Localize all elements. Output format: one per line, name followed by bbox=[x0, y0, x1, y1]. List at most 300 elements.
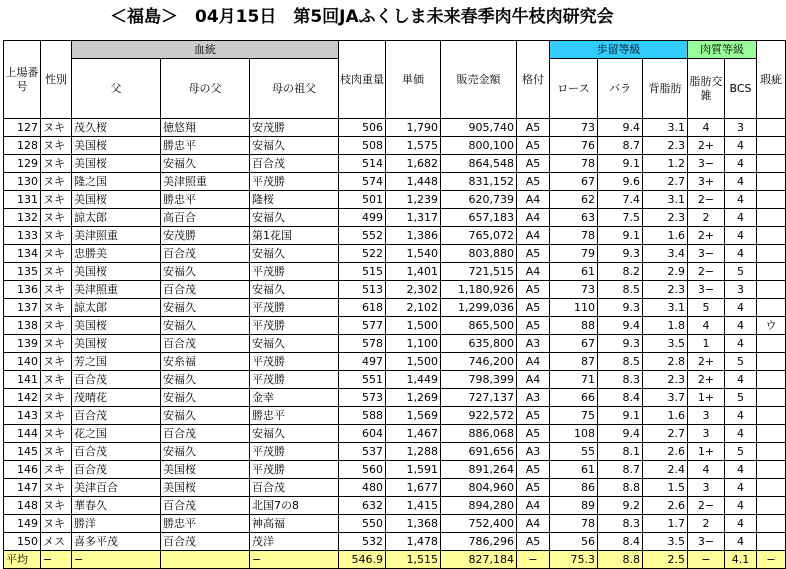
table-cell: 平茂勝 bbox=[250, 263, 339, 281]
table-cell: 勝忠平 bbox=[161, 137, 250, 155]
table-cell: 茂久桜 bbox=[72, 119, 161, 137]
table-cell: ヌキ bbox=[41, 497, 72, 515]
table-cell: 786,296 bbox=[441, 533, 517, 551]
table-cell: 2+ bbox=[688, 137, 725, 155]
table-cell: 922,572 bbox=[441, 407, 517, 425]
table-cell: 129 bbox=[4, 155, 41, 173]
table-cell: 美国桜 bbox=[72, 335, 161, 353]
table-cell: 安福久 bbox=[161, 263, 250, 281]
rib-header: バラ bbox=[598, 59, 643, 119]
table-cell: 4 bbox=[688, 461, 725, 479]
table-cell: 高百合 bbox=[161, 209, 250, 227]
table-cell: 安福久 bbox=[250, 425, 339, 443]
table-row bbox=[4, 353, 786, 371]
table-cell: 752,400 bbox=[441, 515, 517, 533]
table-row bbox=[4, 227, 786, 245]
table-row bbox=[4, 533, 786, 551]
table-cell: 1,239 bbox=[386, 191, 441, 209]
table-cell: 798,399 bbox=[441, 371, 517, 389]
table-cell: 2.3 bbox=[643, 137, 688, 155]
table-cell: 480 bbox=[339, 479, 386, 497]
table-cell: 茂洋 bbox=[250, 533, 339, 551]
lot-number-header: 上場番号 bbox=[4, 41, 41, 119]
carcass-results-table bbox=[3, 40, 786, 569]
table-cell: 徳悠翔 bbox=[161, 119, 250, 137]
table-cell: A5 bbox=[517, 173, 550, 191]
table-cell: 勝忠平 bbox=[250, 407, 339, 425]
average-cell: 1,515 bbox=[386, 551, 441, 569]
table-cell: 765,072 bbox=[441, 227, 517, 245]
table-row bbox=[4, 137, 786, 155]
table-cell: 515 bbox=[339, 263, 386, 281]
table-row bbox=[4, 443, 786, 461]
table-cell: 532 bbox=[339, 533, 386, 551]
table-cell: 2+ bbox=[688, 227, 725, 245]
table-cell: 3.1 bbox=[643, 299, 688, 317]
table-cell: 3 bbox=[725, 119, 757, 137]
table-cell: 4 bbox=[725, 515, 757, 533]
table-cell: 4 bbox=[725, 497, 757, 515]
table-row bbox=[4, 389, 786, 407]
table-cell: 2,102 bbox=[386, 299, 441, 317]
table-cell: 506 bbox=[339, 119, 386, 137]
table-cell: 499 bbox=[339, 209, 386, 227]
table-cell: 8.4 bbox=[598, 533, 643, 551]
table-cell: A4 bbox=[517, 209, 550, 227]
table-cell: 金幸 bbox=[250, 389, 339, 407]
table-row bbox=[4, 299, 786, 317]
table-cell: 2.6 bbox=[643, 443, 688, 461]
table-cell: 1,299,036 bbox=[441, 299, 517, 317]
table-cell bbox=[757, 137, 786, 155]
loin-header: ロース bbox=[550, 59, 598, 119]
table-cell: 1,317 bbox=[386, 209, 441, 227]
table-cell: 4 bbox=[688, 119, 725, 137]
table-cell: 800,100 bbox=[441, 137, 517, 155]
table-row bbox=[4, 281, 786, 299]
table-cell bbox=[757, 443, 786, 461]
bcs-header: BCS bbox=[725, 59, 757, 119]
table-cell: 安福久 bbox=[250, 245, 339, 263]
table-cell: 551 bbox=[339, 371, 386, 389]
table-cell: 76 bbox=[550, 137, 598, 155]
table-cell: 73 bbox=[550, 119, 598, 137]
table-cell bbox=[757, 389, 786, 407]
table-cell: A5 bbox=[517, 461, 550, 479]
table-cell: 美国桜 bbox=[72, 155, 161, 173]
table-cell: 7.5 bbox=[598, 209, 643, 227]
table-cell: 9.3 bbox=[598, 299, 643, 317]
table-cell: 百合茂 bbox=[72, 443, 161, 461]
table-row bbox=[4, 479, 786, 497]
unit-price-header: 単価 bbox=[386, 41, 441, 119]
table-cell: ヌキ bbox=[41, 479, 72, 497]
table-cell: ウ bbox=[757, 317, 786, 335]
table-cell: 平茂勝 bbox=[250, 317, 339, 335]
table-cell: 143 bbox=[4, 407, 41, 425]
table-cell: 67 bbox=[550, 173, 598, 191]
table-cell: 4 bbox=[725, 137, 757, 155]
table-cell: 4 bbox=[725, 425, 757, 443]
table-cell: 618 bbox=[339, 299, 386, 317]
table-cell: 9.6 bbox=[598, 173, 643, 191]
table-cell: 百合茂 bbox=[161, 335, 250, 353]
carcass-weight-header: 枝肉重量 bbox=[339, 41, 386, 119]
table-cell bbox=[757, 245, 786, 263]
table-cell: 891,264 bbox=[441, 461, 517, 479]
average-cell: − bbox=[688, 551, 725, 569]
table-cell: A5 bbox=[517, 425, 550, 443]
table-row bbox=[4, 119, 786, 137]
table-cell: 1+ bbox=[688, 443, 725, 461]
table-cell: 133 bbox=[4, 227, 41, 245]
table-cell: 522 bbox=[339, 245, 386, 263]
table-cell: 諒太郎 bbox=[72, 299, 161, 317]
table-cell: A4 bbox=[517, 191, 550, 209]
average-cell: 827,184 bbox=[441, 551, 517, 569]
table-cell: 百合茂 bbox=[161, 281, 250, 299]
table-cell: 1,500 bbox=[386, 317, 441, 335]
table-cell: 5 bbox=[725, 389, 757, 407]
table-cell: 美津照重 bbox=[72, 281, 161, 299]
table-cell: 美国桜 bbox=[161, 479, 250, 497]
average-cell: − bbox=[250, 551, 339, 569]
table-cell: 803,880 bbox=[441, 245, 517, 263]
maternal-grandfather-header: 母の父 bbox=[161, 59, 250, 119]
table-cell: 657,183 bbox=[441, 209, 517, 227]
table-cell: ヌキ bbox=[41, 425, 72, 443]
table-cell: 132 bbox=[4, 209, 41, 227]
table-row bbox=[4, 263, 786, 281]
table-cell: 1,401 bbox=[386, 263, 441, 281]
table-cell: 3.5 bbox=[643, 533, 688, 551]
table-cell: 4 bbox=[725, 317, 757, 335]
table-cell: 百合茂 bbox=[250, 155, 339, 173]
table-cell: 3 bbox=[688, 425, 725, 443]
table-cell: 1,449 bbox=[386, 371, 441, 389]
table-cell: 安福久 bbox=[161, 443, 250, 461]
table-cell: 1.7 bbox=[643, 515, 688, 533]
table-cell: 美国桜 bbox=[72, 317, 161, 335]
table-cell: 147 bbox=[4, 479, 41, 497]
table-cell: 831,152 bbox=[441, 173, 517, 191]
table-cell: 2+ bbox=[688, 353, 725, 371]
table-cell: メス bbox=[41, 533, 72, 551]
table-cell bbox=[757, 497, 786, 515]
table-cell: A5 bbox=[517, 533, 550, 551]
table-cell: 578 bbox=[339, 335, 386, 353]
table-cell: 1+ bbox=[688, 389, 725, 407]
table-cell: 4 bbox=[725, 461, 757, 479]
table-cell: 平茂勝 bbox=[250, 299, 339, 317]
table-cell: 忠勝美 bbox=[72, 245, 161, 263]
table-cell: 安福久 bbox=[161, 371, 250, 389]
average-cell: 8.8 bbox=[598, 551, 643, 569]
table-cell: 56 bbox=[550, 533, 598, 551]
table-cell: 8.2 bbox=[598, 263, 643, 281]
table-cell: 1,386 bbox=[386, 227, 441, 245]
table-cell: 9.4 bbox=[598, 119, 643, 137]
table-cell: 8.3 bbox=[598, 371, 643, 389]
table-cell: 安福久 bbox=[161, 299, 250, 317]
table-cell: 1,269 bbox=[386, 389, 441, 407]
table-cell: ヌキ bbox=[41, 335, 72, 353]
table-cell bbox=[757, 407, 786, 425]
table-cell: 552 bbox=[339, 227, 386, 245]
table-cell: 1,368 bbox=[386, 515, 441, 533]
table-cell: 632 bbox=[339, 497, 386, 515]
table-cell: 8.3 bbox=[598, 515, 643, 533]
table-cell: 8.4 bbox=[598, 389, 643, 407]
table-row bbox=[4, 425, 786, 443]
table-cell: 茂晴花 bbox=[72, 389, 161, 407]
average-row bbox=[4, 551, 786, 569]
table-cell: 635,800 bbox=[441, 335, 517, 353]
table-row bbox=[4, 515, 786, 533]
table-cell: ヌキ bbox=[41, 119, 72, 137]
table-cell: 9.1 bbox=[598, 155, 643, 173]
table-cell: 4 bbox=[725, 227, 757, 245]
table-cell: 128 bbox=[4, 137, 41, 155]
table-cell: 百合茂 bbox=[161, 497, 250, 515]
table-cell: 620,739 bbox=[441, 191, 517, 209]
table-cell: 2− bbox=[688, 191, 725, 209]
table-row bbox=[4, 497, 786, 515]
table-cell: 4 bbox=[725, 245, 757, 263]
table-row bbox=[4, 335, 786, 353]
table-cell: 4 bbox=[725, 335, 757, 353]
table-cell: 148 bbox=[4, 497, 41, 515]
table-cell: 3+ bbox=[688, 173, 725, 191]
table-cell: 1.6 bbox=[643, 227, 688, 245]
table-cell: 86 bbox=[550, 479, 598, 497]
table-cell: 3− bbox=[688, 281, 725, 299]
table-cell: 諒太郎 bbox=[72, 209, 161, 227]
table-cell: 美津百合 bbox=[72, 479, 161, 497]
table-cell: 芳之国 bbox=[72, 353, 161, 371]
table-cell: 2.4 bbox=[643, 461, 688, 479]
table-cell: 894,280 bbox=[441, 497, 517, 515]
table-cell: 501 bbox=[339, 191, 386, 209]
sex-header: 性別 bbox=[41, 41, 72, 119]
table-cell: A4 bbox=[517, 497, 550, 515]
table-cell: 150 bbox=[4, 533, 41, 551]
table-cell: 137 bbox=[4, 299, 41, 317]
grade-header: 格付 bbox=[517, 41, 550, 119]
table-cell: 1,448 bbox=[386, 173, 441, 191]
lineage-header: 血統 bbox=[72, 41, 339, 59]
table-cell: 4 bbox=[725, 407, 757, 425]
table-cell: A4 bbox=[517, 353, 550, 371]
sale-amount-header: 販売金額 bbox=[441, 41, 517, 119]
table-cell: 安福久 bbox=[250, 137, 339, 155]
table-cell: 140 bbox=[4, 353, 41, 371]
table-cell: 5 bbox=[725, 443, 757, 461]
table-cell bbox=[757, 191, 786, 209]
table-cell: 百合茂 bbox=[72, 371, 161, 389]
table-cell: 146 bbox=[4, 461, 41, 479]
table-cell: A5 bbox=[517, 155, 550, 173]
table-cell: 百合茂 bbox=[72, 461, 161, 479]
table-cell: 安福久 bbox=[161, 407, 250, 425]
table-cell: 2.7 bbox=[643, 425, 688, 443]
table-cell: ヌキ bbox=[41, 191, 72, 209]
table-cell: 2.6 bbox=[643, 497, 688, 515]
table-cell: 百合茂 bbox=[161, 533, 250, 551]
table-cell: 百合茂 bbox=[161, 245, 250, 263]
table-cell: 7.4 bbox=[598, 191, 643, 209]
table-cell: 8.5 bbox=[598, 281, 643, 299]
table-cell: 美津照重 bbox=[161, 173, 250, 191]
page-title: ＜福島＞ 04月15日 第5回JAふくしま未来春季肉牛枝肉研究会 bbox=[110, 7, 614, 27]
table-cell: 9.1 bbox=[598, 227, 643, 245]
table-cell: 134 bbox=[4, 245, 41, 263]
table-cell: ヌキ bbox=[41, 299, 72, 317]
table-cell: A4 bbox=[517, 263, 550, 281]
table-cell: 3− bbox=[688, 533, 725, 551]
table-cell: 2.3 bbox=[643, 281, 688, 299]
table-cell: 平茂勝 bbox=[250, 353, 339, 371]
table-cell: 79 bbox=[550, 245, 598, 263]
table-cell: 1,677 bbox=[386, 479, 441, 497]
table-cell: 安福久 bbox=[161, 317, 250, 335]
table-cell: 8.1 bbox=[598, 443, 643, 461]
table-cell: 1,467 bbox=[386, 425, 441, 443]
table-cell: 1.6 bbox=[643, 407, 688, 425]
table-cell: 4 bbox=[725, 173, 757, 191]
father-header: 父 bbox=[72, 59, 161, 119]
table-cell: ヌキ bbox=[41, 443, 72, 461]
table-cell: 百合茂 bbox=[72, 407, 161, 425]
table-cell: 78 bbox=[550, 155, 598, 173]
table-cell: ヌキ bbox=[41, 245, 72, 263]
table-cell: 127 bbox=[4, 119, 41, 137]
table-cell: 144 bbox=[4, 425, 41, 443]
table-cell: A3 bbox=[517, 335, 550, 353]
table-cell: 727,137 bbox=[441, 389, 517, 407]
table-cell: A4 bbox=[517, 515, 550, 533]
average-cell: 平均 bbox=[4, 551, 41, 569]
table-cell: 3 bbox=[688, 479, 725, 497]
table-cell: 3− bbox=[688, 245, 725, 263]
maternal-great-grandfather-header: 母の祖父 bbox=[250, 59, 339, 119]
table-cell: 3.1 bbox=[643, 119, 688, 137]
table-cell: A5 bbox=[517, 245, 550, 263]
table-cell: 78 bbox=[550, 227, 598, 245]
table-row bbox=[4, 191, 786, 209]
table-cell: 1.8 bbox=[643, 317, 688, 335]
table-cell: 安福久 bbox=[250, 335, 339, 353]
table-row bbox=[4, 209, 786, 227]
table-cell: 平茂勝 bbox=[250, 173, 339, 191]
table-cell: 71 bbox=[550, 371, 598, 389]
table-cell: 573 bbox=[339, 389, 386, 407]
table-cell: 89 bbox=[550, 497, 598, 515]
table-cell: 勝忠平 bbox=[161, 191, 250, 209]
table-cell: 62 bbox=[550, 191, 598, 209]
table-cell: 8.7 bbox=[598, 461, 643, 479]
table-cell: 61 bbox=[550, 461, 598, 479]
table-row bbox=[4, 371, 786, 389]
table-cell: A5 bbox=[517, 299, 550, 317]
quality-grade-header: 肉質等級 bbox=[688, 41, 757, 59]
table-cell: 142 bbox=[4, 389, 41, 407]
table-cell: ヌキ bbox=[41, 317, 72, 335]
table-cell: 691,656 bbox=[441, 443, 517, 461]
table-cell: ヌキ bbox=[41, 389, 72, 407]
table-cell: ヌキ bbox=[41, 407, 72, 425]
table-cell: ヌキ bbox=[41, 515, 72, 533]
table-cell: A3 bbox=[517, 389, 550, 407]
table-cell: 9.3 bbox=[598, 245, 643, 263]
table-cell: 577 bbox=[339, 317, 386, 335]
table-cell: 3.1 bbox=[643, 191, 688, 209]
defect-header: 瑕疵 bbox=[757, 41, 786, 119]
table-row bbox=[4, 155, 786, 173]
table-cell: 3− bbox=[688, 155, 725, 173]
table-cell: 574 bbox=[339, 173, 386, 191]
table-cell: 4 bbox=[688, 317, 725, 335]
table-cell bbox=[757, 155, 786, 173]
table-cell: 2+ bbox=[688, 371, 725, 389]
table-cell bbox=[757, 353, 786, 371]
table-cell: 北国7の8 bbox=[250, 497, 339, 515]
table-cell: 560 bbox=[339, 461, 386, 479]
average-cell: − bbox=[517, 551, 550, 569]
table-cell: 花之国 bbox=[72, 425, 161, 443]
table-cell: 905,740 bbox=[441, 119, 517, 137]
table-row bbox=[4, 317, 786, 335]
table-cell: 141 bbox=[4, 371, 41, 389]
table-cell: 喜多平茂 bbox=[72, 533, 161, 551]
table-cell: 安福久 bbox=[161, 155, 250, 173]
table-cell: A5 bbox=[517, 407, 550, 425]
table-cell: 67 bbox=[550, 335, 598, 353]
table-cell: 1,569 bbox=[386, 407, 441, 425]
table-cell: 1,100 bbox=[386, 335, 441, 353]
table-cell: 安茂勝 bbox=[250, 119, 339, 137]
table-cell: 1,540 bbox=[386, 245, 441, 263]
table-cell bbox=[757, 425, 786, 443]
table-cell: 5 bbox=[688, 299, 725, 317]
table-cell: 865,500 bbox=[441, 317, 517, 335]
table-cell: 886,068 bbox=[441, 425, 517, 443]
table-cell: 2 bbox=[688, 515, 725, 533]
table-cell: ヌキ bbox=[41, 155, 72, 173]
table-cell: 87 bbox=[550, 353, 598, 371]
table-cell: 2− bbox=[688, 263, 725, 281]
table-cell: 4 bbox=[725, 155, 757, 173]
table-cell: A5 bbox=[517, 479, 550, 497]
table-cell bbox=[757, 479, 786, 497]
marbling-header: 脂肪交雑 bbox=[688, 59, 725, 119]
table-cell: 隆桜 bbox=[250, 191, 339, 209]
table-cell: 1,180,926 bbox=[441, 281, 517, 299]
table-cell: 1,478 bbox=[386, 533, 441, 551]
table-cell: 美津照重 bbox=[72, 227, 161, 245]
table-cell: 1,682 bbox=[386, 155, 441, 173]
table-cell: A5 bbox=[517, 119, 550, 137]
table-cell: 2 bbox=[688, 209, 725, 227]
table-cell: 安糸福 bbox=[161, 353, 250, 371]
table-cell: A4 bbox=[517, 227, 550, 245]
table-row bbox=[4, 407, 786, 425]
average-cell: 546.9 bbox=[339, 551, 386, 569]
table-cell: 美国桜 bbox=[72, 263, 161, 281]
table-cell: 1.5 bbox=[643, 479, 688, 497]
table-cell: 1,288 bbox=[386, 443, 441, 461]
table-cell: 4 bbox=[725, 479, 757, 497]
